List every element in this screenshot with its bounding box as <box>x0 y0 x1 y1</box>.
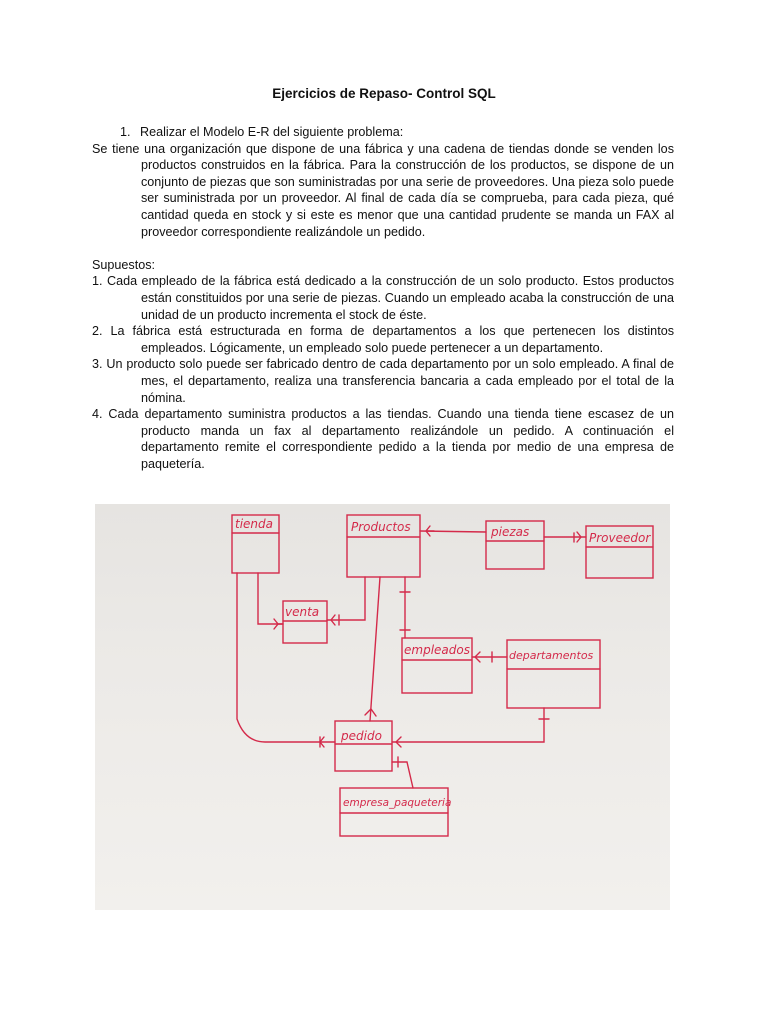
entity-empresa-label: empresa_paqueteria <box>343 797 452 809</box>
exercise-number: 1. <box>120 125 131 139</box>
entity-venta-label: venta <box>285 605 320 619</box>
exercise-item-1 <box>92 124 674 141</box>
entity-proveedor-label: Proveedor <box>589 531 651 545</box>
supuesto-1: 1. Cada empleado de la fábrica está dedicado a la construcción de un solo producto. Estos productos están constituidos por una serie de piezas. Cuando un empleado acaba la construcción de una unidad de un producto incrementa el stock de éste. <box>92 274 674 322</box>
entity-piezas-label: piezas <box>491 525 530 539</box>
er-diagram-photo <box>95 504 670 910</box>
er-diagram <box>95 504 670 910</box>
entity-tienda-label: tienda <box>235 517 273 531</box>
supuesto-4: 4. Cada departamento suministra productos a las tiendas. Cuando una tienda tiene escasez de un producto manda un fax al departamento realizándole un pedido. A continuación el departamento remite el correspondiente pedido a la tienda por medio de una empresa de paquetería. <box>92 407 674 471</box>
entity-empleados-label: empleados <box>404 643 470 657</box>
supuesto-3: 3. Un producto solo puede ser fabricado dentro de cada departamento por un solo empleado. A final de mes, el departamento, realiza una transferencia bancaria a cada empleado por el total de la nómina. <box>92 357 674 405</box>
entity-productos-label: Productos <box>351 520 411 534</box>
entity-empresa-box <box>340 788 448 836</box>
supuestos-heading: Supuestos: <box>92 257 156 272</box>
entity-pedido-label: pedido <box>341 729 382 743</box>
entity-departamentos-label: departamentos <box>509 649 594 662</box>
supuesto-2: 2. La fábrica está estructurada en forma de departamentos a los que pertenecen los distintos empleados. Lógicamente, un empleado solo puede pertenecer a un departamento. <box>92 324 674 355</box>
exercise-instruction: Realizar el Modelo E-R del siguiente problema: <box>140 125 404 139</box>
document-body <box>92 124 674 472</box>
problem-statement: Se tiene una organización que dispone de una fábrica y una cadena de tiendas donde se venden los productos construidos en la fábrica. Para la construcción de los productos, se dispone de un conjunto de piezas que son suministradas por una serie de proveedores. Una pieza solo puede ser suministrada por un proveedor. Al final de cada día se comprueba, para cada pieza, qué cantidad queda en stock y si este es menor que una cantidad prudente se manda un FAX al proveedor correspondiente realizándole un pedido. <box>92 141 674 239</box>
document-title: Ejercicios de Repaso- Control SQL <box>272 86 496 101</box>
